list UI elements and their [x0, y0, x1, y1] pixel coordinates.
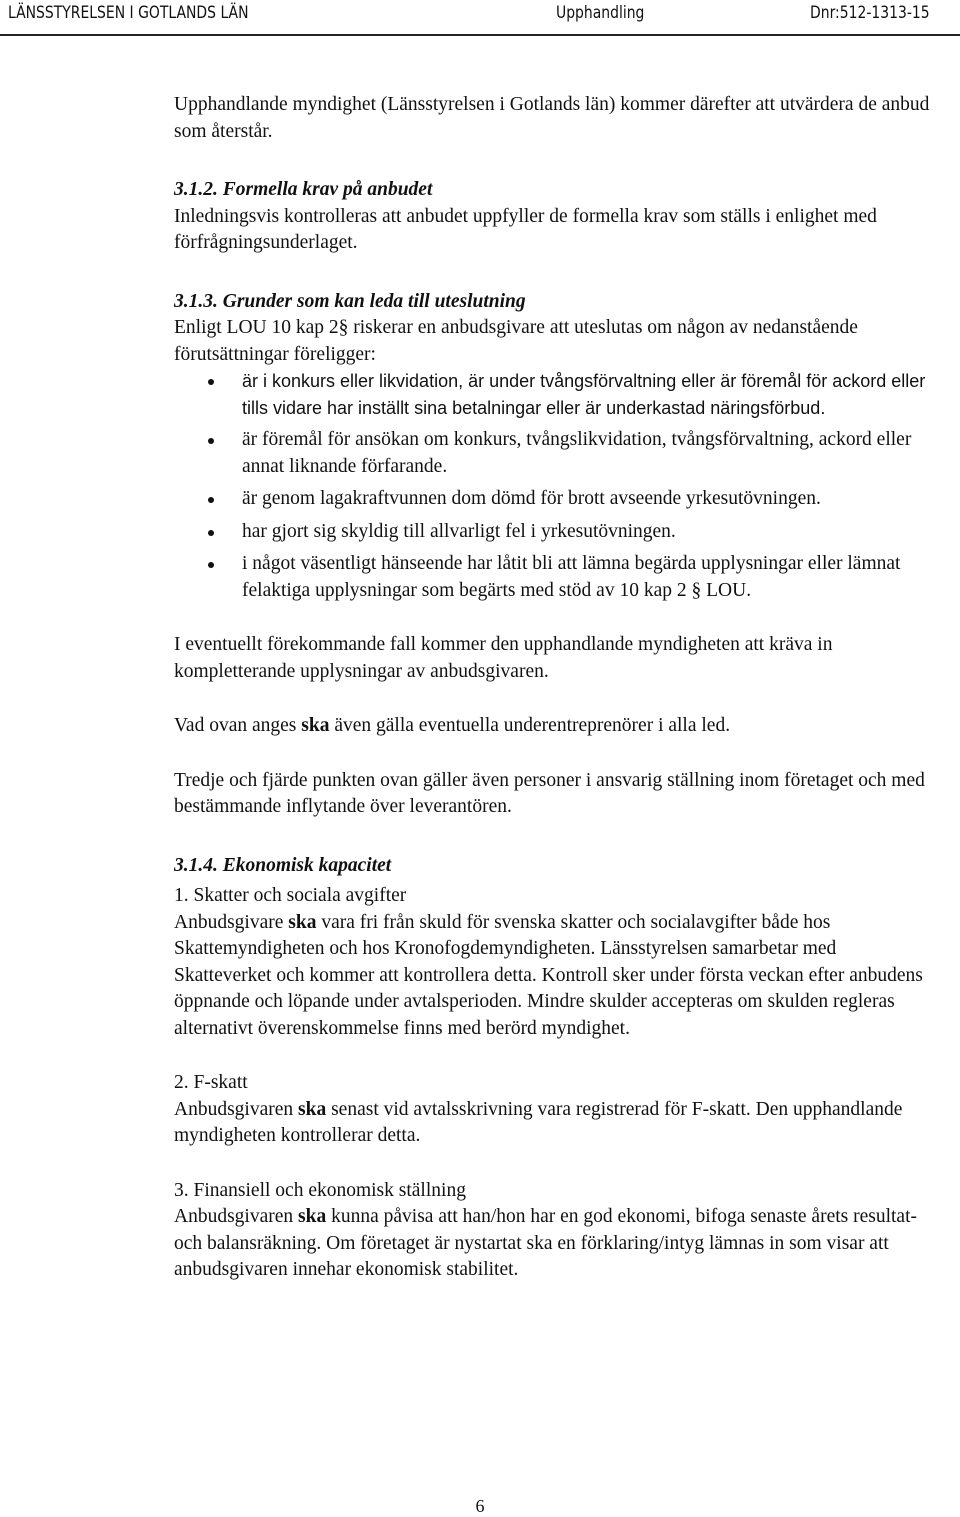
list-item: i något väsentligt hänseende har låtit bli att lämna begärda upplysningar eller lämnat felaktiga upplysningar som begärts med stöd av 10 kap 2 § LOU.: [174, 551, 934, 604]
header-organization: LÄNSSTYRELSEN I GOTLANDS LÄN: [8, 3, 249, 23]
section-3-1-3-body: Enligt LOU 10 kap 2§ riskerar en anbudsgivare att uteslutas om någon av nedanstående förutsättningar föreligger:: [174, 317, 858, 365]
intro-paragraph: Upphandlande myndighet (Länsstyrelsen i Gotlands län) kommer därefter att utvärdera de anbud som återstår.: [174, 94, 930, 142]
list-item: är föremål för ansökan om konkurs, tvångslikvidation, tvångsförvaltning, ackord eller annat liknande förfarande.: [174, 427, 934, 480]
bullet-icon: [208, 438, 214, 444]
section-3-1-2-body: Inledningsvis kontrolleras att anbudet uppfyller de formella krav som ställs i enlighet med förfrågningsunderlaget.: [174, 205, 877, 253]
list-item: är genom lagakraftvunnen dom dömd för brott avseende yrkesutövningen.: [174, 486, 934, 513]
exclusion-grounds-list: [174, 368, 934, 604]
financial-body: Anbudsgivaren ska kunna påvisa att han/hon har en god ekonomi, bifoga senaste årets resultat- och balansräkning. Om företaget är nystartat ska en förklaring/intyg lämnas in som visar att anbudsgivaren innehar ekonomisk stabilitet.: [174, 1206, 917, 1280]
header-diary-number: Dnr:512-1313-15: [810, 3, 930, 23]
section-3-1-4-heading: 3.1.4. Ekonomisk kapacitet: [174, 854, 392, 876]
supplementary-info-paragraph: I eventuellt förekommande fall kommer den upphandlande myndigheten att kräva in kompletterande upplysningar av anbudsgivaren.: [174, 634, 833, 682]
section-3-1-2-heading: 3.1.2. Formella krav på anbudet: [174, 179, 433, 200]
fskatt-body: Anbudsgivaren ska senast vid avtalsskrivning vara registrerad för F-skatt. Den upphandlande myndigheten kontrollerar detta.: [174, 1098, 903, 1146]
list-item: är i konkurs eller likvidation, är under tvångsförvaltning eller är föremål för ackord eller tills vidare har inställt sina betalningar eller är underkastad näringsförbud.: [174, 368, 934, 421]
taxes-title: 1. Skatter och sociala avgifter: [174, 885, 407, 906]
section-3-1-3-heading: 3.1.3. Grunder som kan leda till uteslutning: [174, 290, 526, 312]
bullet-icon: [208, 530, 214, 536]
list-item: har gjort sig skyldig till allvarligt fel i yrkesutövningen.: [174, 519, 934, 546]
fskatt-title: 2. F-skatt: [174, 1072, 248, 1093]
bullet-icon: [208, 497, 214, 503]
header-section: Upphandling: [556, 3, 645, 23]
bullet-icon: [208, 562, 214, 568]
bullet-icon: [208, 379, 214, 385]
document-body: [174, 92, 934, 1284]
header-divider: [0, 34, 960, 36]
subcontractors-paragraph: Vad ovan anges ska även gälla eventuella underentreprenörer i alla led.: [174, 715, 731, 736]
financial-title: 3. Finansiell och ekonomisk ställning: [174, 1179, 466, 1201]
taxes-body: Anbudsgivare ska vara fri från skuld för svenska skatter och socialavgifter både hos Skattemyndigheten och hos Kronofogdemyndigheten. Länsstyrelsen samarbetar med Skatteverket och kommer att kontrollera detta. Kontroll sker under första veckan efter anbudens öppnande och löpande under avtalsperioden. Mindre skulder accepteras om skulden regleras alternativt överenskommelse finns med berörd myndighet.: [174, 911, 923, 1039]
page-header: [0, 0, 960, 30]
third-fourth-point-paragraph: Tredje och fjärde punkten ovan gäller även personer i ansvarig ställning inom företaget och med bestämmande inflytande över leverantören.: [174, 769, 925, 817]
page-number: 6: [475, 1496, 485, 1516]
